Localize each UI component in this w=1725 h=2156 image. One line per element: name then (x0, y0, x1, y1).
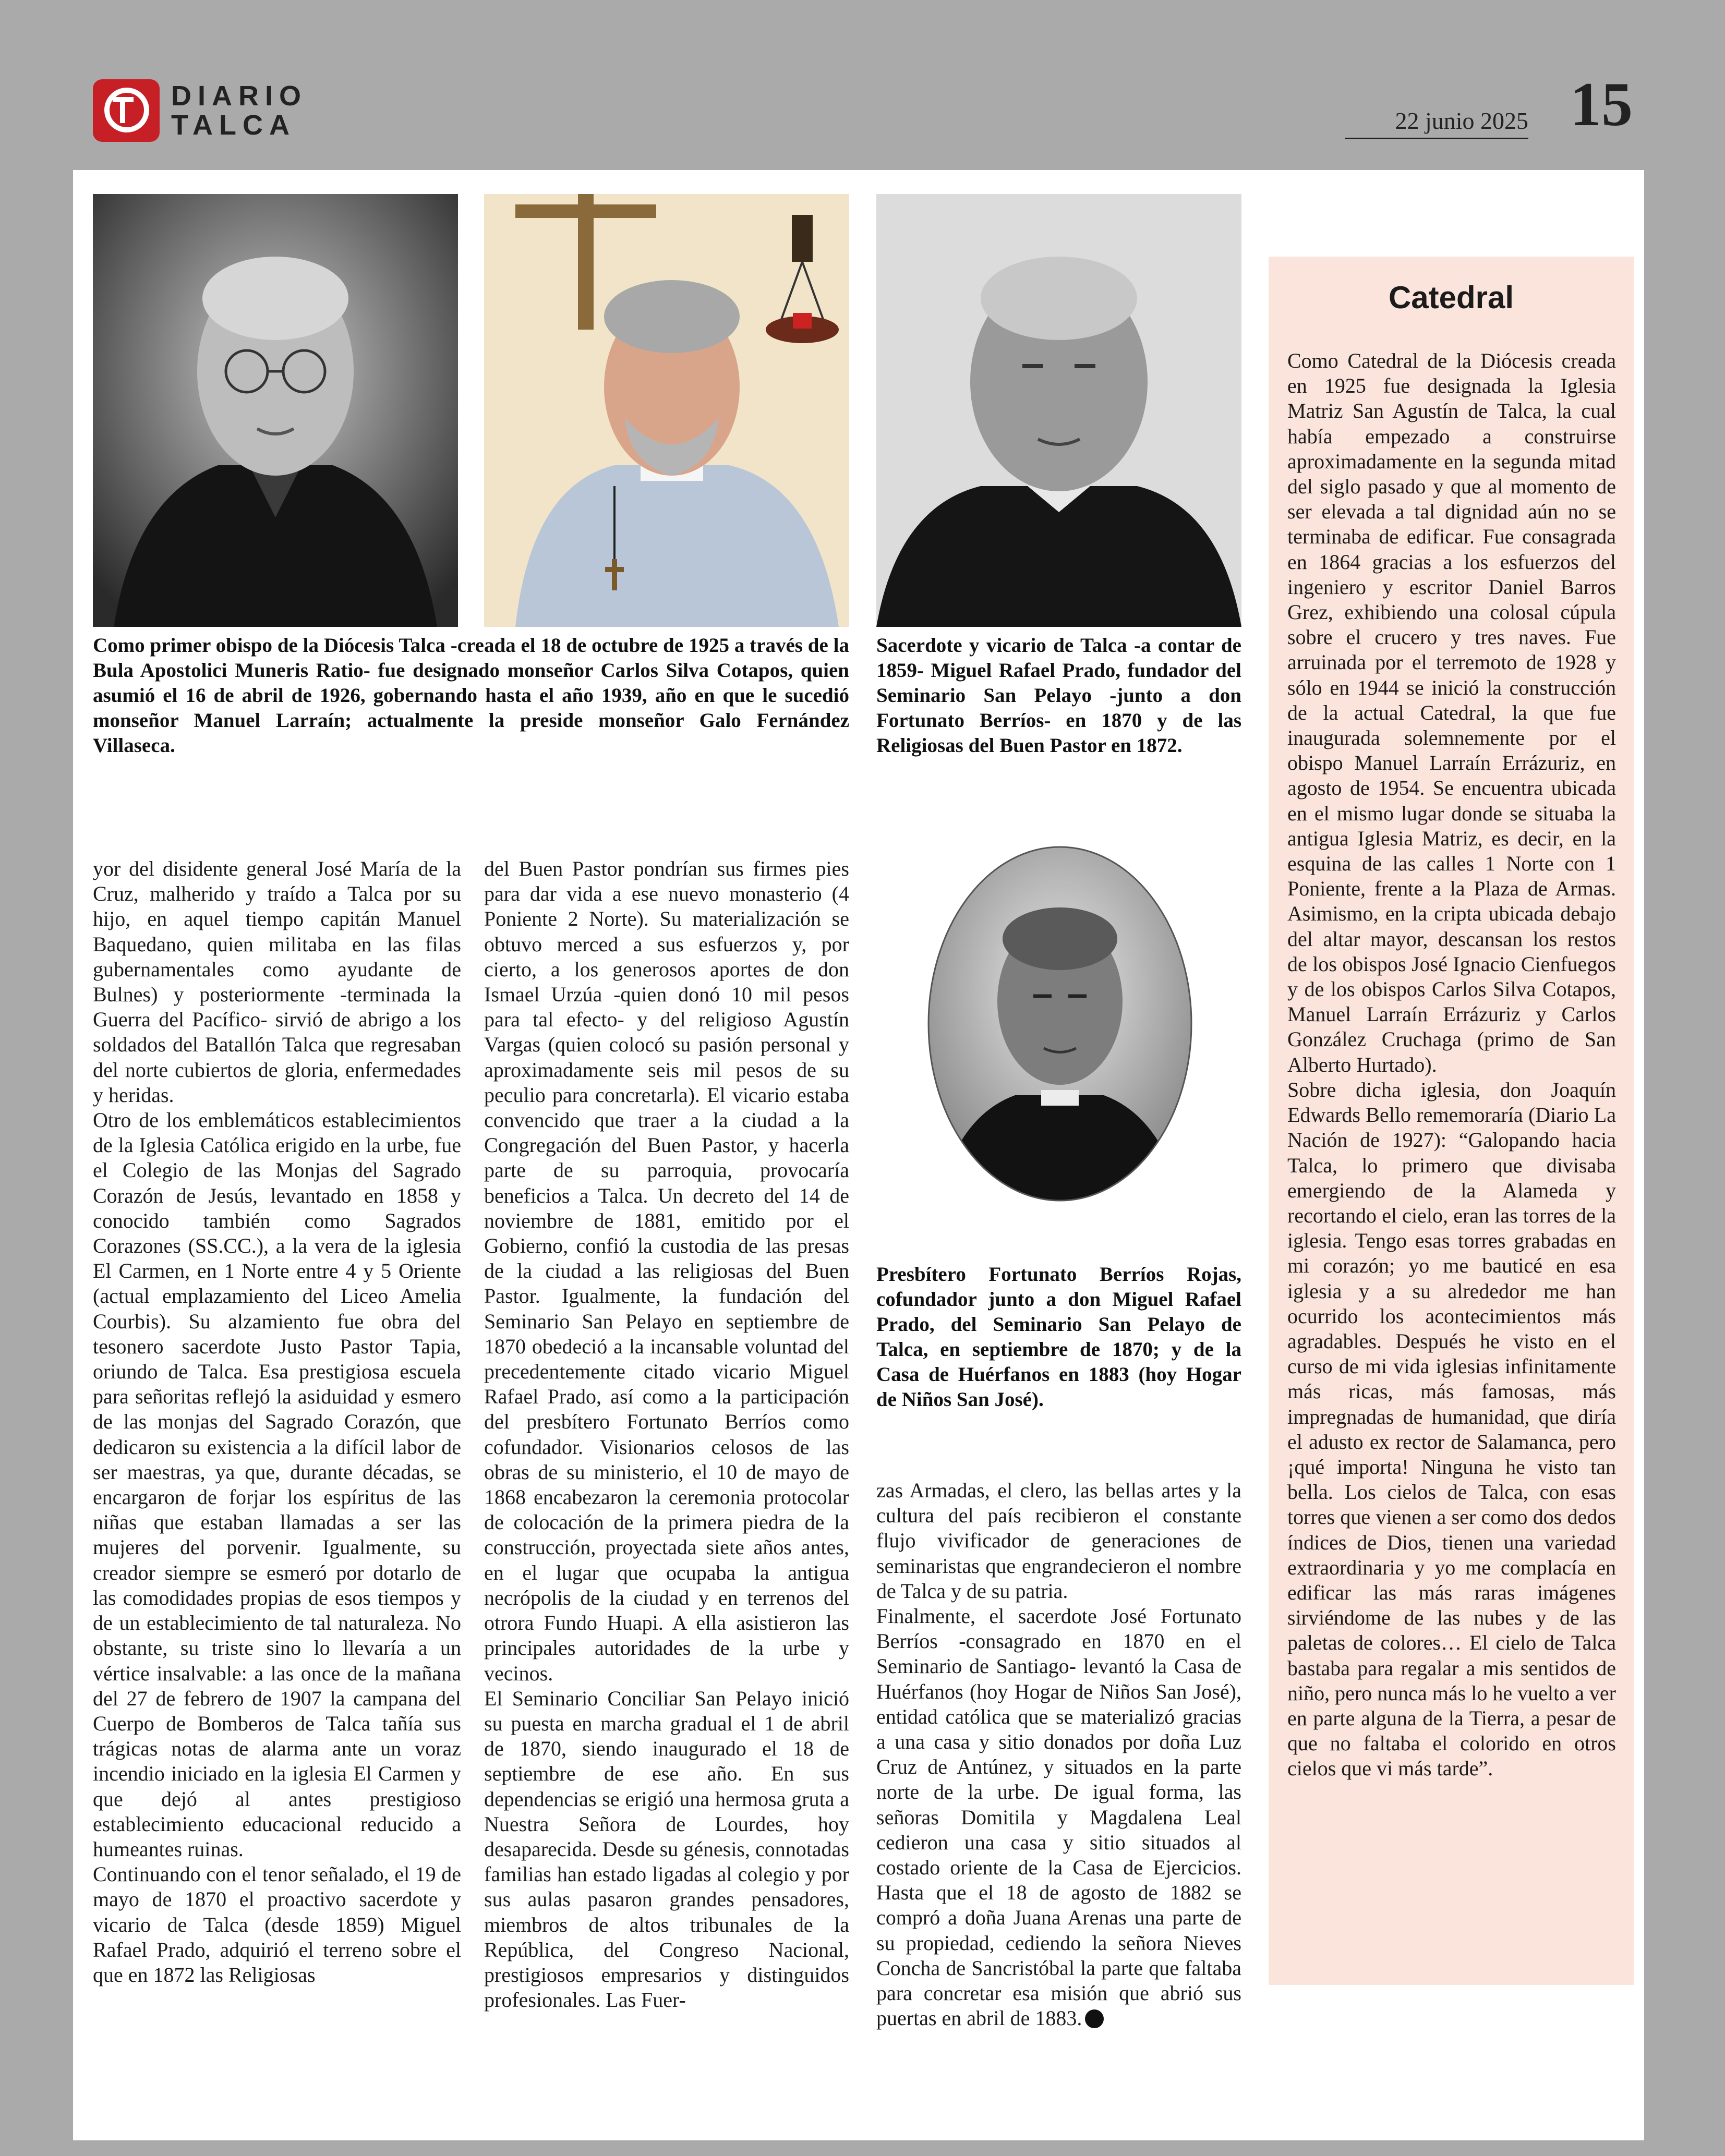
sidebar-paragraph: Sobre dicha iglesia, don Joaquín Edwards Bello rememoraría (Diario La Nación de 1927): “Galopando hacia Talca, lo primero que divisaba emergiendo de la Alameda y recortando el cielo, eran las torres de la iglesia. Tengo esas torres grabadas en mi corazón; yo me bauticé en esa iglesia y a su alrededor me han ocurrido los acontecimientos más agradables. Después he visto en el curso de mi vida iglesias infinitamente más ricas, más famosas, más impregnadas de humanidad, que diría el adusto ex rector de Salamanca, pero ¡qué importa! Ninguna he visto tan bella. Los cielos de Talca, con esas torres que vienen a ser como dos dedos índices de Dios, tienen una variedad extraordinaria y yo me complacía en edificar las más raras imágenes sirviéndome de las nubes y de las paletas de colores… El cielo de Talca bastaba para regalar a mis sentidos de niño, pero nunca más lo he vuelto a ver en parte alguna de la Tierra, a pesar de que no faltaba el colorido en otros cielos que vi más tarde”. (1287, 1077, 1616, 1780)
diario-talca-logo (93, 79, 307, 142)
sidebar-title: Catedral (1388, 280, 1514, 315)
article-paragraph: yor del disidente general José María de la Cruz, malherido y traído a Talca por su hijo, en aquel tiempo capitán Manuel Baquedano, quien militaba en las filas gubernamentales como ayudante de Bulnes) y posteriormente -terminada la Guerra del Pacífico- sirvió de abrigo a los soldados del Batallón Talca que regresaban del norte cubiertos de gloria, enfermedades y heridas. (93, 857, 461, 1107)
article-column-2 (484, 856, 849, 2013)
article-column-1 (93, 856, 461, 1988)
article-column-3 (876, 1478, 1241, 2031)
sidebar-text (1287, 348, 1616, 1782)
logo-d-icon (93, 79, 160, 142)
caption-prado: Sacerdote y vicario de Talca -a contar de 1859- Miguel Rafael Prado, fundador del Seminario San Pelayo -junto a don Fortunato Berríos- en 1870 y de las Religiosas del Buen Pastor en 1872. (876, 634, 1241, 757)
end-of-article-icon (1085, 2009, 1104, 2028)
article-paragraph: del Buen Pastor pondrían sus firmes pies para dar vida a ese nuevo monasterio (4 Poniente 2 Norte). Su materialización se obtuvo merced a sus esfuerzos y, por cierto, a los generosos aportes de don Ismael Urzúa -quien donó 10 mil pesos para tal efecto- y del religioso Agustín Vargas (quien colocó su pasión personal y aproximadamente seis mil pesos de su peculio para concretarla). El vicario estaba convencido que traer a la ciudad a la Congregación del Buen Pastor, y hacerla parte de su parroquia, provocaría beneficios a Talca. Un decreto del 14 de noviembre de 1881, emitido por el Gobierno, confió la custodia de las presas de la ciudad a las religiosas del Buen Pastor. Igualmente, la fundación del Seminario San Pelayo en septiembre de 1870 obedeció a la incansable voluntad del precedentemente citado vicario Miguel Rafael Prado, así como a la participación del presbítero Fortunato Berríos como cofundador. Visionarios celosos de las obras de su ministerio, el 10 de mayo de 1868 encabezaron la ceremonia protocolar de colocación de la primera piedra de la construcción, proyectada siete años antes, en el lugar que ocupaba la antigua necrópolis de la ciudad y en terrenos del otrora Fundo Huapi. A ella asistieron las principales autoridades de la urbe y vecinos. (484, 857, 849, 1685)
sidebar-paragraph: Como Catedral de la Diócesis creada en 1925 fue designada la Iglesia Matriz San Agustín de Talca, la cual había empezado a construirse aproximadamente en la segunda mitad del siglo pasado y que al momento de ser elevada a tal dignidad aún no se terminaba de edificar. Fue consagrada en 1864 gracias a los esfuerzos del ingeniero y escritor Daniel Barros Grez, exhibiendo una colosal cúpula sobre el crucero y tres naves. Fue arruinada por el terremoto de 1928 y sólo en 1944 se inició la construcción de la actual Catedral, la que fue inaugurada solemnemente por el obispo Manuel Larraín Errázuriz, en agosto de 1954. Se encuentra ubicada en el mismo lugar donde se situaba la antigua Iglesia Matriz, es decir, en la esquina de las calles 1 Norte con 1 Poniente, frente a la Plaza de Armas. Asimismo, en la cripta ubicada debajo del altar mayor, descansan los restos de los obispos José Ignacio Cienfuegos y de los obispos Carlos Silva Cotapos, Manuel Larraín Errázuriz y Carlos González Cruchaga (primo de San Alberto Hurtado). (1287, 349, 1616, 1076)
issue-date: 22 junio 2025 (1345, 107, 1528, 139)
article-paragraph: El Seminario Conciliar San Pelayo inició su puesta en marcha gradual el 1 de abril de 1870, siendo inaugurado el 18 de septiembre de ese año. En sus dependencias se erigió una hermosa gruta a Nuestra Señora de Lourdes, hoy desaparecida. Desde su génesis, connotadas familias han estado ligadas al colegio y por sus aulas pasaron grandes pensadores, miembros de altos tribunales de la República, del Congreso Nacional, prestigiosos empresarios y distinguidos profesionales. Las Fuer- (484, 1686, 849, 2012)
photo-galo-fernandez-villaseca (484, 194, 849, 627)
sidebar-catedral (1269, 257, 1634, 1985)
article-paragraph: zas Armadas, el clero, las bellas artes y la cultura del país recibieron el constante flujo vivificador de generaciones de seminaristas que engrandecieron el nombre de Talca y de su patria. (876, 1479, 1241, 1603)
logo-line-talca: TALCA (171, 110, 296, 141)
article-paragraph: Continuando con el tenor señalado, el 19 de mayo de 1870 el proactivo sacerdote y vicario de Talca (desde 1859) Miguel Rafael Prado, adquirió el terreno sobre el que en 1872 las Religiosas (93, 1862, 461, 1987)
logo-wordmark (171, 81, 307, 140)
caption-berrios: Presbítero Fortunato Berríos Rojas, cofundador junto a don Miguel Rafael Prado, del Seminario San Pelayo de Talca, en septiembre de 1870; y de la Casa de Huérfanos en 1883 (hoy Hogar de Niños San José). (876, 1263, 1241, 1411)
page-number: 15 (1570, 69, 1633, 139)
photo-miguel-rafael-prado (876, 194, 1241, 627)
article-paragraph: Otro de los emblemáticos establecimientos de la Iglesia Católica erigido en la urbe, fue el Colegio de las Monjas del Sagrado Corazón de Jesús, levantado en 1858 y conocido también como Sagrados Corazones (SS.CC.), a la vera de la iglesia El Carmen, en 1 Norte entre 4 y 5 Oriente (actual emplazamiento del Liceo Amelia Courbis). Su alzamiento fue obra del tesonero sacerdote Justo Pastor Tapia, oriundo de Talca. Esa prestigiosa escuela para señoritas reflejó la asiduidad y esmero de las monjas del Sagrado Corazón, que dedicaron su existencia a la difícil labor de ser maestras, ya que, durante décadas, se encargaron de forjar los espíritus de las niñas que estaban llamadas a ser las mujeres del porvenir. Igualmente, su creador siempre se esmeró por dotarlo de las comodidades propias de esos tiempos y de un establecimiento de tal naturaleza. No obstante, su triste sino lo llevaría a un vértice insalvable: a las once de la mañana del 27 de febrero de 1907 la campana del Cuerpo de Bomberos de Talca tañía sus trágicas notas de alarma ante un voraz incendio iniciado en la iglesia El Carmen y que dejó al antes prestigioso establecimiento educacional reducido a humeantes ruinas. (93, 1108, 461, 1861)
photo-carlos-silva-cotapos (93, 194, 458, 627)
logo-line-diario: DIARIO (171, 80, 307, 112)
article-paragraph: Finalmente, el sacerdote José Fortunato Berríos -consagrado en 1870 en el Seminario de Santiago- levantó la Casa de Huérfanos (hoy Hogar de Niños San José), entidad católica que se materializó gracias a una casa y sitio donados por doña Luz Cruz de Antúnez, y situados en la parte norte de la urbe. De igual forma, las señoras Domitila y Magdalena Leal cedieron una casa y sitio situados al costado oriente de la Casa de Ejercicios. Hasta que el 18 de agosto de 1882 se compró a doña Juana Arenas una parte de su propiedad, cediendo la señora Nieves Concha de Sancristóbal la parte que faltaba para concretar esa misión que abrió sus puertas en abril de 1883. (876, 1604, 1241, 2030)
caption-first-bishop: Como primer obispo de la Diócesis Talca -creada el 18 de octubre de 1925 a través de la Bula Apostolici Muneris Ratio- fue designado monseñor Carlos Silva Cotapos, quien asumió el 16 de abril de 1926, gobernando hasta el año 1939, año en que le sucedió monseñor Manuel Larraín; actualmente la preside monseñor Galo Fernández Villaseca. (93, 634, 849, 757)
photo-fortunato-berrios-rojas (926, 845, 1193, 1203)
